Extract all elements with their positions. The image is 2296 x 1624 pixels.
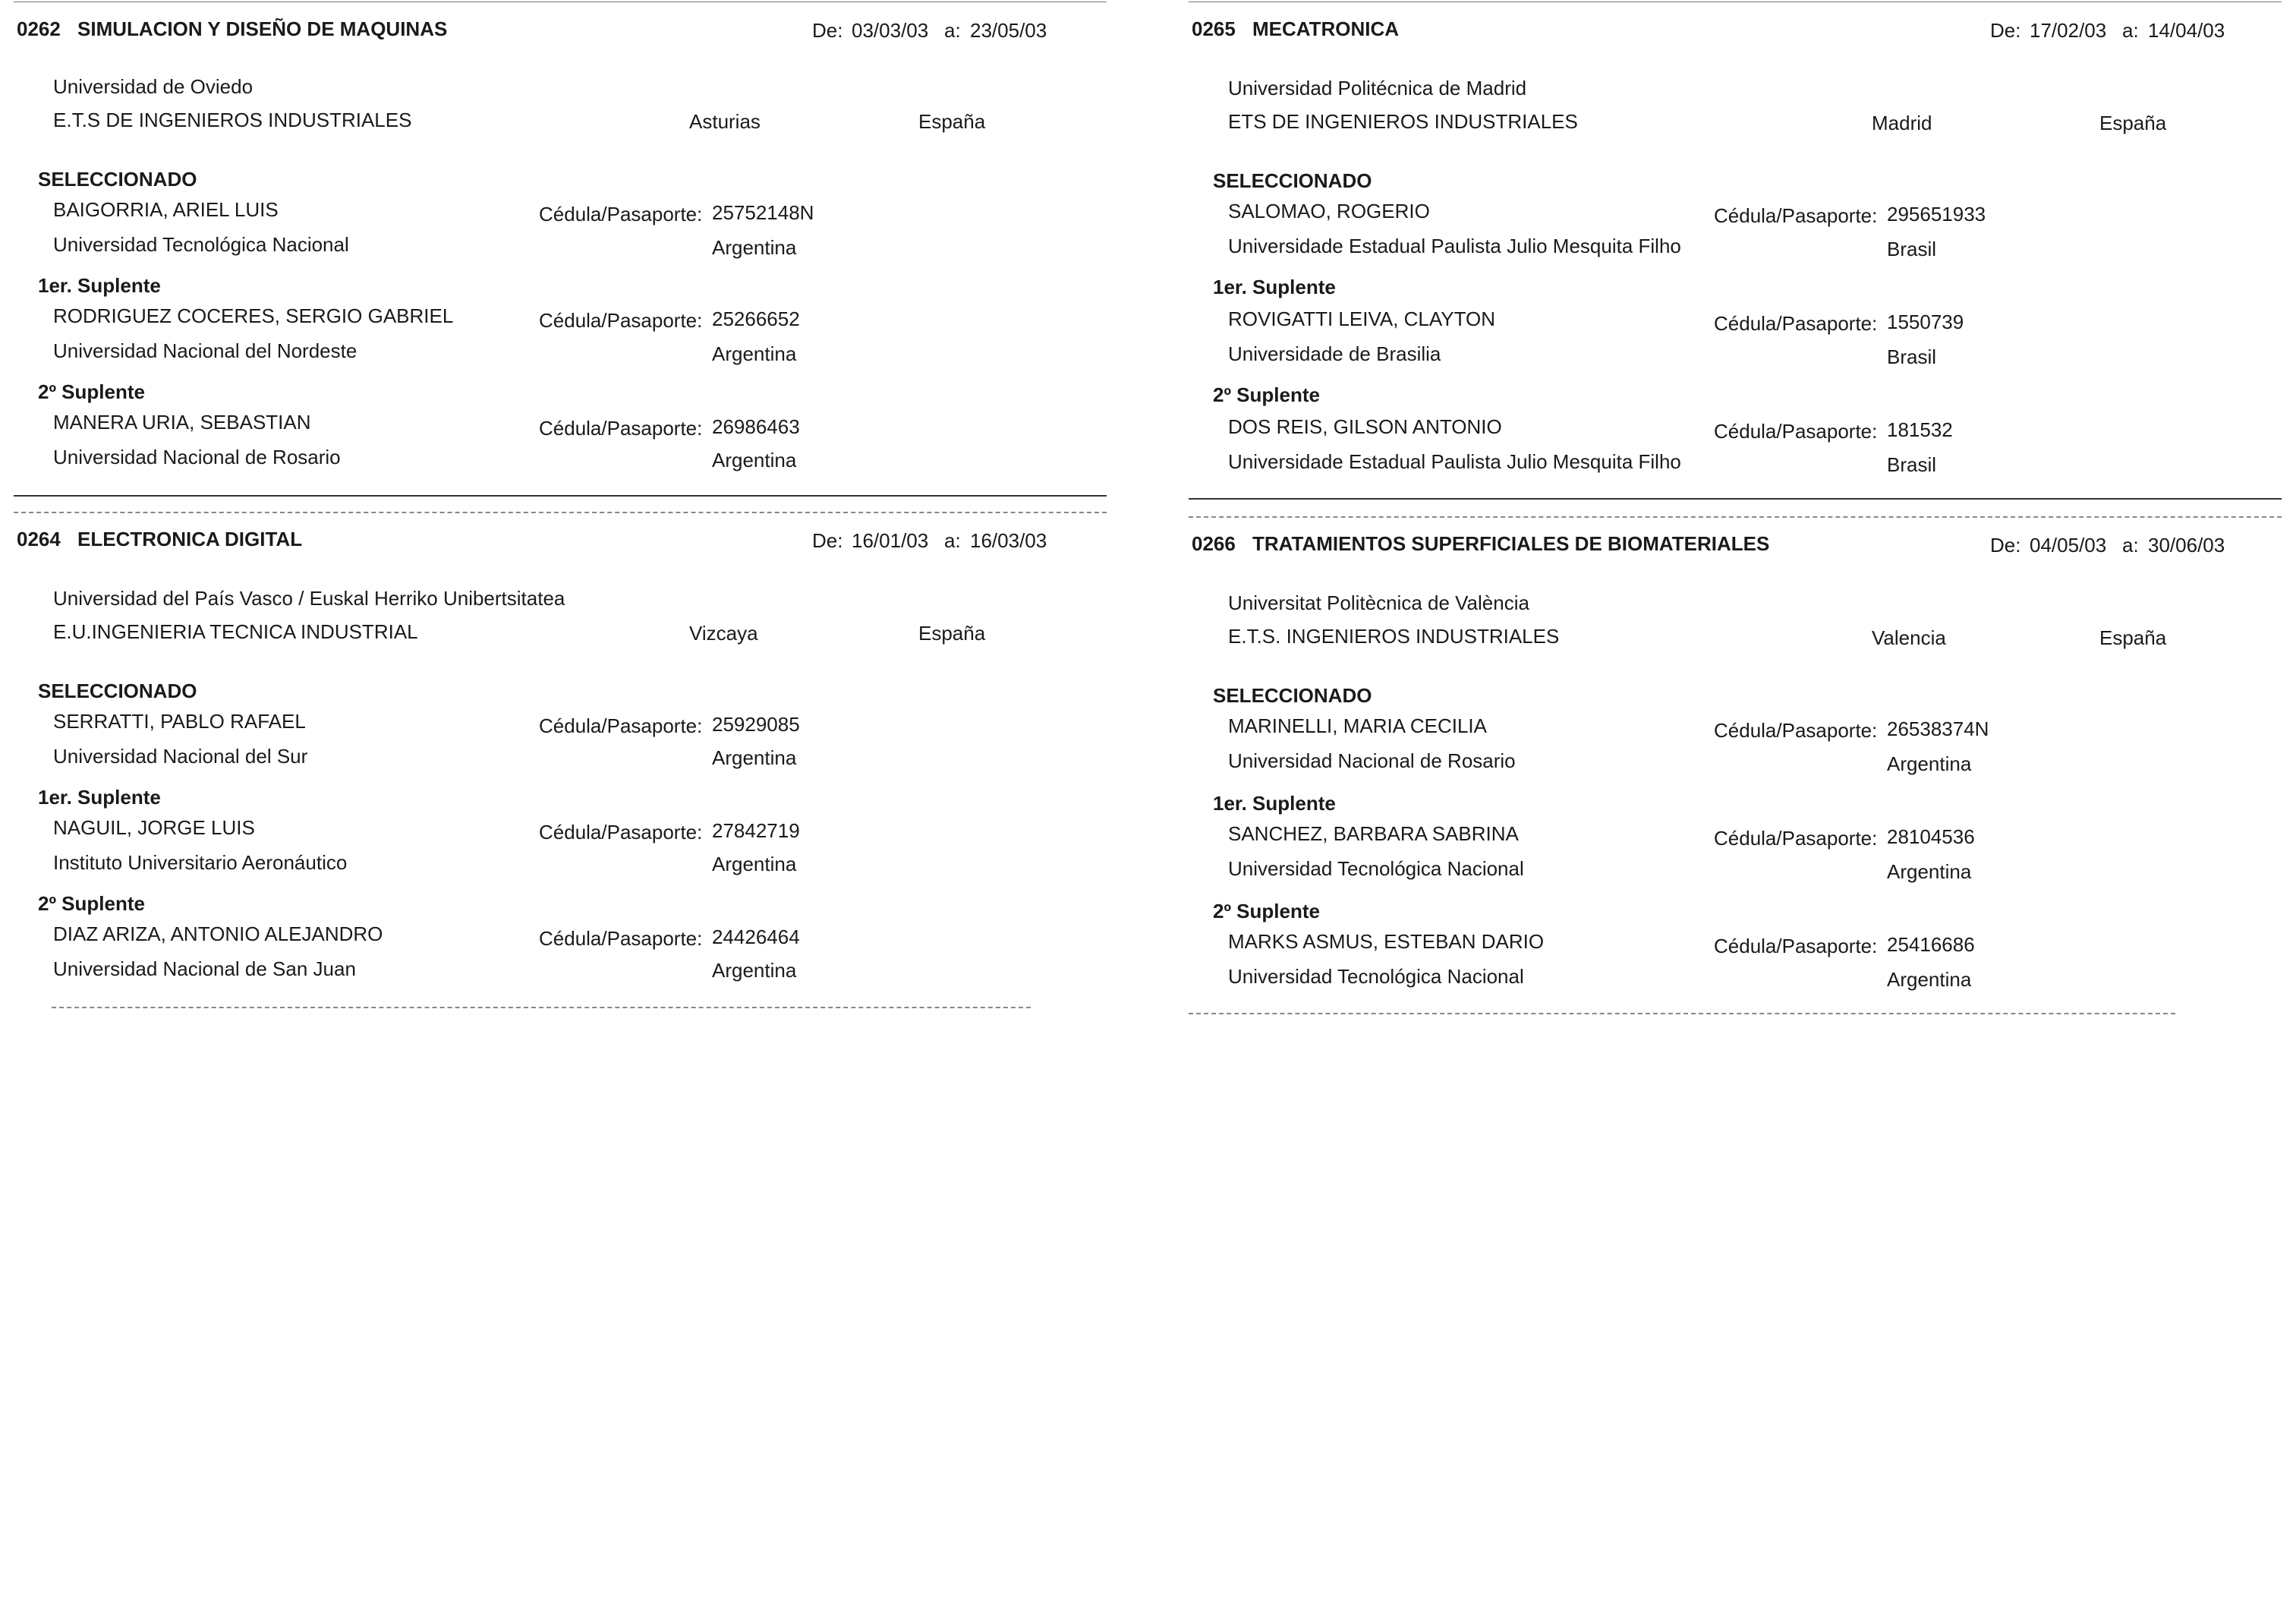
role-label: SELECCIONADO <box>38 168 197 191</box>
role-label: 2º Suplente <box>38 892 145 915</box>
person-name: SALOMAO, ROGERIO <box>1228 200 1430 222</box>
date-from-label: De: <box>1990 19 2021 42</box>
bottom-rule <box>14 495 1107 497</box>
course-card-0265 <box>1189 0 2296 501</box>
id-label: Cédula/Pasaporte: <box>539 203 703 225</box>
role-label: 1er. Suplente <box>1213 276 1336 298</box>
person-country: Argentina <box>1887 860 1972 883</box>
date-to-label: a: <box>944 19 961 42</box>
id-number: 28104536 <box>1887 825 1975 848</box>
id-number: 25416686 <box>1887 933 1975 956</box>
person-name: ROVIGATTI LEIVA, CLAYTON <box>1228 307 1496 330</box>
person-university: Universidad Nacional del Nordeste <box>53 339 357 362</box>
person-university: Universidad Tecnológica Nacional <box>53 233 349 256</box>
date-to-label: a: <box>2122 534 2139 557</box>
host-institution: Universitat Politècnica de València <box>1228 591 1529 614</box>
host-institution: Universidad Politécnica de Madrid <box>1228 77 1527 99</box>
role-label: SELECCIONADO <box>38 680 197 702</box>
host-province: Madrid <box>1872 112 1932 134</box>
person-name: DOS REIS, GILSON ANTONIO <box>1228 415 1502 438</box>
id-label: Cédula/Pasaporte: <box>1714 827 1878 850</box>
id-label: Cédula/Pasaporte: <box>539 417 703 440</box>
host-institution: Universidad del País Vasco / Euskal Herriko Unibertsitatea <box>53 587 565 610</box>
person-university: Universidad Nacional del Sur <box>53 745 308 768</box>
date-to-label: a: <box>944 529 961 552</box>
id-number: 24426464 <box>712 926 800 948</box>
person-country: Argentina <box>1887 968 1972 991</box>
id-label: Cédula/Pasaporte: <box>539 309 703 332</box>
host-school: E.T.S. INGENIEROS INDUSTRIALES <box>1228 625 1560 648</box>
host-province: Vizcaya <box>689 622 758 645</box>
host-school: ETS DE INGENIEROS INDUSTRIALES <box>1228 110 1578 133</box>
date-to: 16/03/03 <box>970 529 1047 552</box>
id-number: 25752148N <box>712 201 814 224</box>
date-to: 30/06/03 <box>2148 534 2225 557</box>
bottom-rule <box>1189 498 2282 500</box>
person-country: Argentina <box>1887 752 1972 775</box>
date-from: 17/02/03 <box>2030 19 2107 42</box>
top-rule <box>1189 516 2282 518</box>
id-label: Cédula/Pasaporte: <box>1714 204 1878 227</box>
person-country: Argentina <box>712 449 797 471</box>
id-label: Cédula/Pasaporte: <box>539 714 703 737</box>
person-country: Argentina <box>712 959 797 982</box>
person-name: SERRATTI, PABLO RAFAEL <box>53 710 306 733</box>
date-from: 16/01/03 <box>852 529 929 552</box>
course-title: TRATAMIENTOS SUPERFICIALES DE BIOMATERIALES <box>1252 532 1770 555</box>
person-name: RODRIGUEZ COCERES, SERGIO GABRIEL <box>53 304 454 327</box>
course-title: MECATRONICA <box>1252 17 1400 40</box>
date-from-label: De: <box>812 19 843 42</box>
course-code: 0262 <box>17 17 61 40</box>
role-label: 1er. Suplente <box>38 786 161 809</box>
person-country: Brasil <box>1887 453 1937 476</box>
role-label: 2º Suplente <box>1213 383 1320 406</box>
person-country: Argentina <box>712 853 797 875</box>
person-country: Brasil <box>1887 238 1937 260</box>
date-from: 04/05/03 <box>2030 534 2107 557</box>
date-to: 23/05/03 <box>970 19 1047 42</box>
date-from-label: De: <box>812 529 843 552</box>
person-country: Argentina <box>712 746 797 769</box>
date-to-label: a: <box>2122 19 2139 42</box>
person-university: Instituto Universitario Aeronáutico <box>53 851 348 874</box>
course-card-0264 <box>14 510 1122 1011</box>
top-rule <box>14 512 1107 513</box>
role-label: SELECCIONADO <box>1213 169 1372 192</box>
host-country: España <box>2099 626 2167 649</box>
id-label: Cédula/Pasaporte: <box>1714 420 1878 443</box>
id-label: Cédula/Pasaporte: <box>1714 312 1878 335</box>
role-label: 1er. Suplente <box>38 274 161 297</box>
course-code: 0266 <box>1192 532 1236 555</box>
person-university: Universidad Nacional de San Juan <box>53 957 356 980</box>
date-from-label: De: <box>1990 534 2021 557</box>
id-label: Cédula/Pasaporte: <box>1714 935 1878 957</box>
host-province: Valencia <box>1872 626 1946 649</box>
person-country: Argentina <box>712 342 797 365</box>
host-country: España <box>2099 112 2167 134</box>
person-country: Brasil <box>1887 345 1937 368</box>
id-number: 181532 <box>1887 418 1953 441</box>
person-name: MARINELLI, MARIA CECILIA <box>1228 714 1487 737</box>
host-institution: Universidad de Oviedo <box>53 75 254 98</box>
id-number: 1550739 <box>1887 311 1964 333</box>
person-university: Universidad Tecnológica Nacional <box>1228 857 1524 880</box>
person-name: MARKS ASMUS, ESTEBAN DARIO <box>1228 930 1545 953</box>
role-label: SELECCIONADO <box>1213 684 1372 707</box>
host-school: E.T.S DE INGENIEROS INDUSTRIALES <box>53 109 412 131</box>
course-card-0262 <box>14 0 1122 501</box>
id-number: 27842719 <box>712 819 800 842</box>
bottom-rule <box>52 1007 1031 1008</box>
id-label: Cédula/Pasaporte: <box>539 927 703 950</box>
person-country: Argentina <box>712 236 797 259</box>
person-university: Universidade Estadual Paulista Julio Mesquita Filho <box>1228 450 1681 473</box>
id-label: Cédula/Pasaporte: <box>539 821 703 844</box>
person-name: SANCHEZ, BARBARA SABRINA <box>1228 822 1519 845</box>
host-province: Asturias <box>689 110 761 133</box>
role-label: 1er. Suplente <box>1213 792 1336 815</box>
role-label: 2º Suplente <box>38 380 145 403</box>
person-university: Universidade de Brasilia <box>1228 342 1441 365</box>
role-label: 2º Suplente <box>1213 900 1320 922</box>
course-title: ELECTRONICA DIGITAL <box>77 528 303 550</box>
id-number: 25266652 <box>712 307 800 330</box>
id-number: 25929085 <box>712 713 800 736</box>
course-code: 0264 <box>17 528 61 550</box>
id-number: 26986463 <box>712 415 800 438</box>
person-university: Universidade Estadual Paulista Julio Mesquita Filho <box>1228 235 1681 257</box>
bottom-rule <box>1189 1013 2175 1014</box>
id-number: 26538374N <box>1887 717 1989 740</box>
person-name: MANERA URIA, SEBASTIAN <box>53 411 311 434</box>
host-school: E.U.INGENIERIA TECNICA INDUSTRIAL <box>53 620 418 643</box>
course-title: SIMULACION Y DISEÑO DE MAQUINAS <box>77 17 448 40</box>
date-from: 03/03/03 <box>852 19 929 42</box>
person-name: BAIGORRIA, ARIEL LUIS <box>53 198 279 221</box>
host-country: España <box>918 622 986 645</box>
date-to: 14/04/03 <box>2148 19 2225 42</box>
host-country: España <box>918 110 986 133</box>
person-name: DIAZ ARIZA, ANTONIO ALEJANDRO <box>53 922 383 945</box>
course-card-0266 <box>1189 515 2296 1016</box>
person-name: NAGUIL, JORGE LUIS <box>53 816 255 839</box>
person-university: Universidad Nacional de Rosario <box>1228 749 1516 772</box>
person-university: Universidad Nacional de Rosario <box>53 446 341 468</box>
id-label: Cédula/Pasaporte: <box>1714 719 1878 742</box>
person-university: Universidad Tecnológica Nacional <box>1228 965 1524 988</box>
course-code: 0265 <box>1192 17 1236 40</box>
id-number: 295651933 <box>1887 203 1986 225</box>
